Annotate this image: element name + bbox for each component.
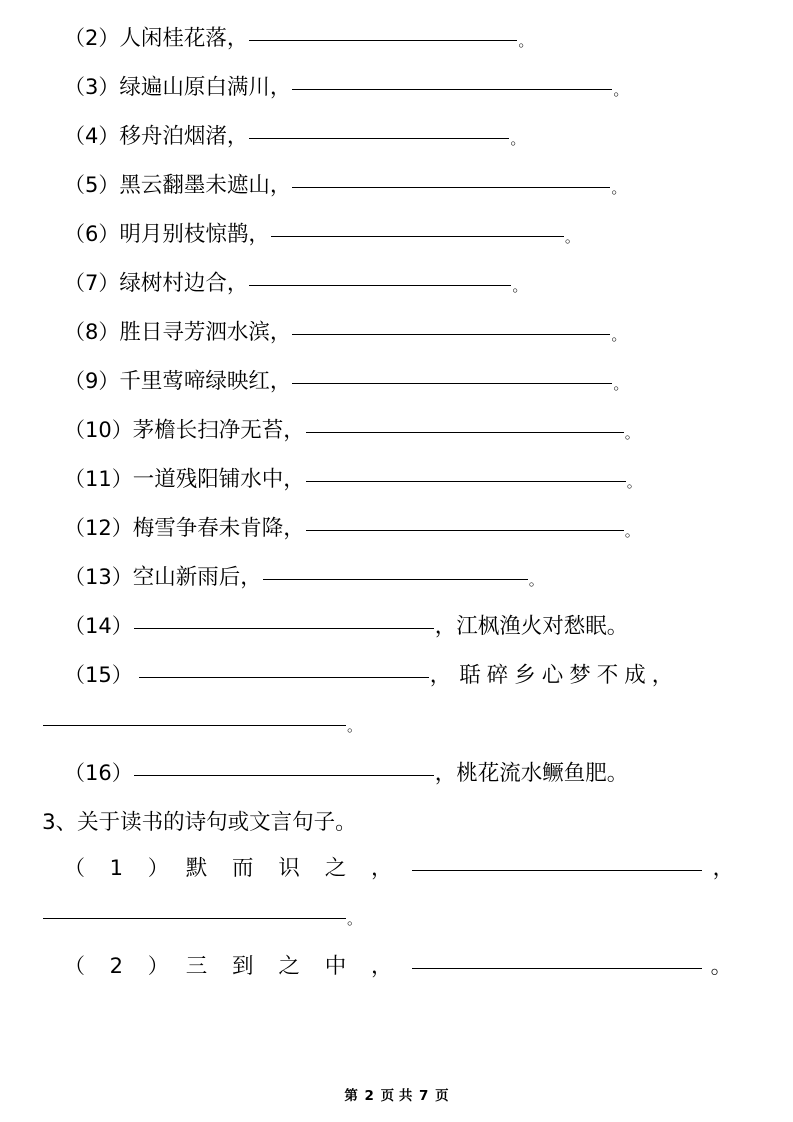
question-text: 绿遍山原白满川， xyxy=(119,75,292,100)
question-number: （4） xyxy=(64,124,120,148)
question-text: 千里莺啼绿映红， xyxy=(119,369,292,394)
period-mark: 。 xyxy=(613,81,629,99)
answer-blank[interactable] xyxy=(412,968,702,969)
question-line xyxy=(42,322,752,371)
period-mark: 。 xyxy=(347,717,363,735)
footer-suffix: 页 xyxy=(435,1088,449,1104)
question-line xyxy=(42,371,752,420)
question-number: （2） xyxy=(64,26,120,50)
question-text: 一道残阳铺水中， xyxy=(132,467,305,492)
answer-blank[interactable] xyxy=(134,775,434,776)
period-mark: 。 xyxy=(613,375,629,393)
question-line xyxy=(42,665,752,714)
answer-blank[interactable] xyxy=(249,285,511,286)
question-number: （5） xyxy=(64,173,120,197)
period-mark: 。 xyxy=(624,522,640,540)
question-line xyxy=(42,616,752,665)
question-number: （16） xyxy=(64,761,133,785)
question-continuation xyxy=(42,907,752,956)
question-text: 明月别枝惊鹊， xyxy=(119,222,270,247)
answer-blank[interactable] xyxy=(306,481,626,482)
question-number: （ 2 ） xyxy=(64,954,178,978)
period-mark: 。 xyxy=(347,910,363,928)
answer-blank[interactable] xyxy=(249,40,517,41)
answer-blank[interactable] xyxy=(292,334,610,335)
answer-blank[interactable] xyxy=(139,677,429,678)
question-number: （6） xyxy=(64,222,120,246)
period-mark: 。 xyxy=(611,179,627,197)
period-mark: 。 xyxy=(512,277,528,295)
answer-blank[interactable] xyxy=(412,870,702,871)
question-text: 默 而 识 之 ， xyxy=(185,856,402,881)
answer-blank[interactable] xyxy=(292,383,612,384)
question-number: （13） xyxy=(64,565,133,589)
question-text: 梅雪争春未肯降， xyxy=(132,516,305,541)
question-number: （10） xyxy=(64,418,133,442)
footer-total-pages: 7 xyxy=(419,1088,429,1104)
section-heading: 3、关于读书的诗句或文言句子。 xyxy=(42,810,357,835)
period-mark: 。 xyxy=(510,130,526,148)
comma-mark: ， xyxy=(434,761,457,786)
answer-blank[interactable] xyxy=(306,432,624,433)
question-text: 茅檐长扫净无苔， xyxy=(132,418,305,443)
answer-blank[interactable] xyxy=(292,89,612,90)
question-line xyxy=(42,28,752,77)
answer-blank[interactable] xyxy=(43,725,346,726)
answer-blank[interactable] xyxy=(249,138,509,139)
question-line xyxy=(42,126,752,175)
question-number: （14） xyxy=(64,614,133,638)
answer-blank[interactable] xyxy=(306,530,624,531)
question-line xyxy=(42,858,752,907)
footer-prefix: 第 xyxy=(344,1088,358,1104)
period-mark: 。 xyxy=(626,473,642,491)
answer-blank[interactable] xyxy=(43,918,346,919)
question-continuation xyxy=(42,714,752,763)
footer-page-number: 2 xyxy=(364,1088,374,1104)
question-number: （ 1 ） xyxy=(64,856,178,880)
exercise-body xyxy=(42,28,752,1005)
question-line xyxy=(42,518,752,567)
question-number: （8） xyxy=(64,320,120,344)
comma-mark: ， xyxy=(712,856,736,881)
question-number: （9） xyxy=(64,369,120,393)
question-text: 人闲桂花落， xyxy=(119,26,249,51)
period-mark: 。 xyxy=(518,32,534,50)
question-number: （3） xyxy=(64,75,120,99)
question-text: 三 到 之 中 ， xyxy=(185,954,402,979)
answer-blank[interactable] xyxy=(134,628,434,629)
period-mark: 。 xyxy=(564,228,580,246)
question-tail: 江枫渔火对愁眠。 xyxy=(456,614,629,639)
question-tail: 桃花流水鳜鱼肥。 xyxy=(456,761,629,786)
question-line xyxy=(42,175,752,224)
answer-blank[interactable] xyxy=(271,236,564,237)
question-text: 胜日寻芳泗水滨， xyxy=(119,320,292,345)
question-text: 空山新雨后， xyxy=(132,565,262,590)
question-text: 聒碎乡心梦不成， xyxy=(459,663,680,688)
comma-mark: ， xyxy=(429,663,454,688)
question-line xyxy=(42,420,752,469)
question-line xyxy=(42,469,752,518)
period-mark: 。 xyxy=(624,424,640,442)
question-text: 移舟泊烟渚， xyxy=(119,124,249,149)
period-mark: 。 xyxy=(611,326,627,344)
question-number: （12） xyxy=(64,516,133,540)
question-line xyxy=(42,77,752,126)
question-number: （15） xyxy=(64,663,133,687)
comma-mark: ， xyxy=(434,614,457,639)
question-text: 绿树村边合， xyxy=(119,271,249,296)
question-line xyxy=(42,224,752,273)
question-number: （7） xyxy=(64,271,120,295)
period-mark: 。 xyxy=(528,571,544,589)
question-line xyxy=(42,956,752,1005)
question-number: （11） xyxy=(64,467,133,491)
question-text: 黑云翻墨未遮山， xyxy=(119,173,292,198)
period-mark: 。 xyxy=(710,954,734,979)
question-line xyxy=(42,273,752,322)
footer-middle: 页 共 xyxy=(380,1088,413,1104)
question-line xyxy=(42,567,752,616)
page-footer xyxy=(0,1084,793,1104)
answer-blank[interactable] xyxy=(292,187,610,188)
question-line xyxy=(42,763,752,812)
answer-blank[interactable] xyxy=(263,579,528,580)
